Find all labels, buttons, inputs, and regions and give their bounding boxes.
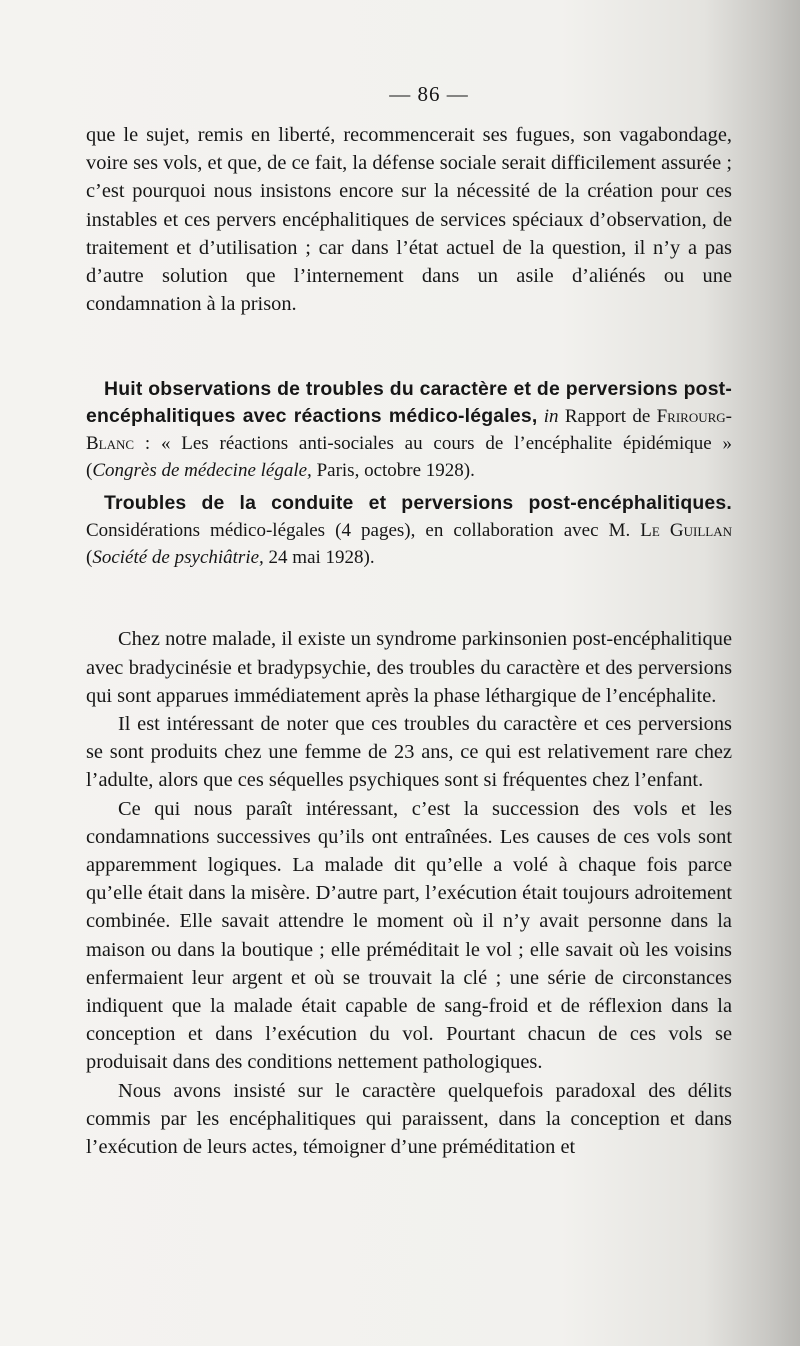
page-number: — 86 — <box>389 82 469 106</box>
intro-paragraph: que le sujet, remis en liberté, recommencerait ses fugues, son vagabondage, voire ses vols, et que, de ce fait, la défense sociale serait difficilement assurée ; c’est pourquoi nous insistons encore sur la nécessité de la création pour ces instables et ces pervers encéphalitiques de services spéciaux d’observation, de traitement et d’utilisation ; car dans l’état actuel de la question, il n’y a pas d’autre solution que l’internement dans un asile d’aliénés ou une condamnation à la prison. <box>86 124 732 316</box>
reference-2-open: ( <box>86 547 93 569</box>
reference-2-title: Troubles de la conduite et perversions post-encéphalitiques. <box>104 492 732 515</box>
reference-2-date: 24 mai 1928). <box>268 547 375 569</box>
body-paragraph: Chez notre malade, il existe un syndrome parkinsonien post-encéphalitique avec bradycinésie et bradypsychie, des troubles du caractère et des perversions qui sont apparues immédiatement après la phase léthargique de l’encéphalite. <box>86 628 732 707</box>
document-page <box>86 82 732 1161</box>
reference-2-coauthor: Le Guillan <box>640 520 732 542</box>
body-paragraph: Il est intéressant de noter que ces troubles du caractère et ces perversions se sont produits chez une femme de 23 ans, ce qui est relativement rare chez l’adulte, alors que ces séquelles psychiques sont si fréquentes chez l’enfant. <box>86 713 732 792</box>
section-spacer <box>86 318 732 376</box>
reference-entry-1 <box>86 376 732 484</box>
reference-1-rapport: Rapport de <box>564 406 651 428</box>
reference-1-title: Huit observations de troubles du caractère et de perversions post-encéphalitiques avec réactions médico-légales, <box>86 378 732 428</box>
reference-1-journal: Congrès de médecine légale, <box>92 460 312 482</box>
reference-entry-2 <box>86 490 732 571</box>
body-paragraph: Ce qui nous paraît intéressant, c’est la succession des vols et les condamnations successives qu’ils ont entraînées. Les causes de ces vols sont apparemment logiques. La malade dit qu’elle a volé à chaque fois parce qu’elle était dans la misère. D’autre part, l’exécution était toujours adroitement combinée. Elle savait attendre le moment où il n’y avait personne dans la maison ou dans la boutique ; elle préméditait le vol ; elle savait où les voisins enfermaient leur argent et où se trouvait la clé ; une série de circonstances indiquent que la malade était capable de sang-froid et de réflexion dans la conception et dans l’exécution du vol. Pourtant chacun de ces vols se produisait dans des conditions nettement pathologiques. <box>86 797 732 1074</box>
reference-2-body: Considérations médico-légales (4 pages), en collaboration avec M. <box>86 520 631 542</box>
reference-1-date: Paris, octobre 1928). <box>316 460 475 482</box>
reference-1-in: in <box>543 406 559 428</box>
body-paragraph: Nous avons insisté sur le caractère quelquefois paradoxal des délits commis par les encéphalitiques qui paraissent, dans la conception et dans l’exécution de leurs actes, témoigner d’une préméditation et <box>86 1079 732 1159</box>
reference-2-journal: Société de psychiâtrie, <box>92 547 264 569</box>
reference-1-author: Frirourg-Blanc <box>86 406 733 455</box>
section-spacer <box>86 577 732 625</box>
reference-1-body: : « Les réactions anti-sociales au cours de l’encéphalite épidémique » ( <box>86 433 732 482</box>
